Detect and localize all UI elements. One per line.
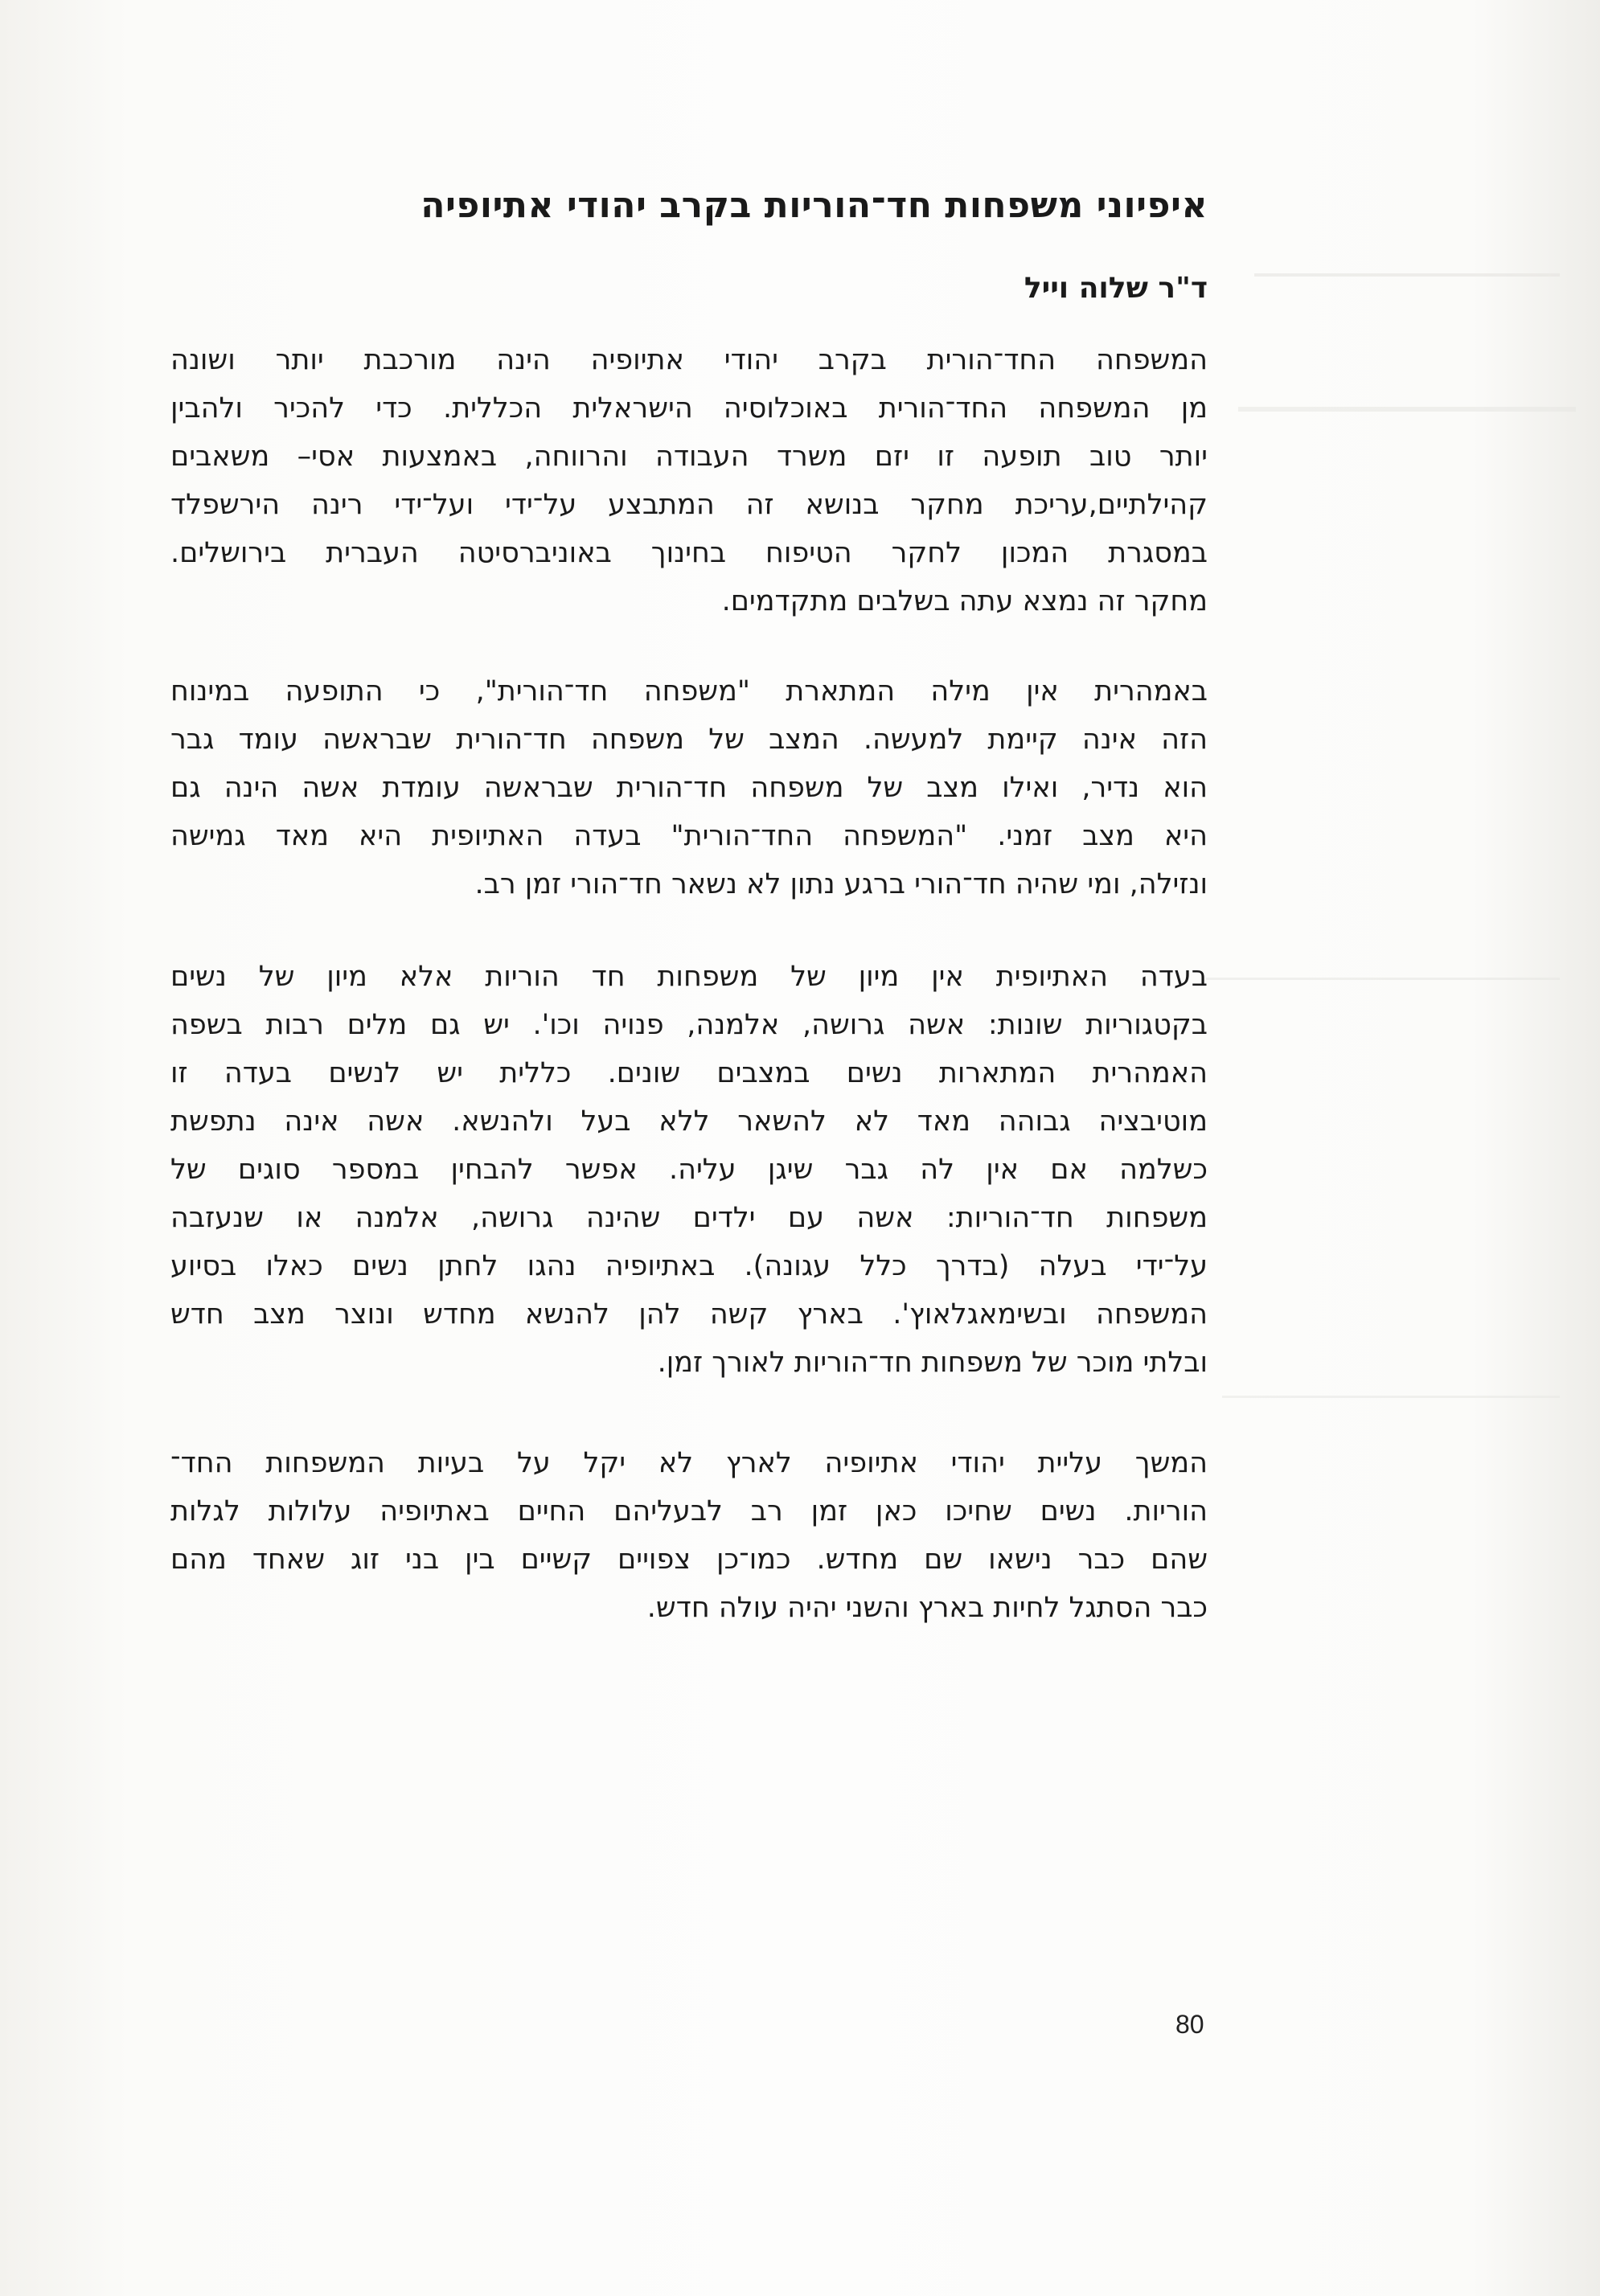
paragraph-3: [170, 953, 1208, 1387]
paragraph-2: [170, 667, 1208, 908]
article-title: איפיוני משפחות חד־הוריות בקרב יהודי אתיופיה: [421, 185, 1208, 226]
paragraph-line: מוטיבציה גבוהה מאד לא להשאר ללא בעל ולהנשא. אשה אינה נתפשת: [170, 1105, 1208, 1138]
paragraph-line: במסגרת המכון לחקר הטיפוח בחינוך באוניברסיטה העברית בירושלים.: [170, 537, 1208, 569]
paragraph-line: באמהרית אין מילה המתארת "משפחה חד־הורית", כי התופעה במינוח: [170, 675, 1208, 707]
bleed-through-decoration: [1222, 1367, 1560, 1398]
paragraph-line: על־ידי בעלה (בדרך כלל עגונה). באתיופיה נהגו לחתן נשים כאלו בסיוע: [170, 1250, 1208, 1282]
paragraph-line: ונזילה, ומי שהיה חד־הורי ברגע נתון לא נשאר חד־הורי זמן רב.: [474, 868, 1208, 900]
paragraph-4: [170, 1439, 1208, 1632]
bleed-through-decoration: [1254, 241, 1560, 277]
paragraph-line: מחקר זה נמצא עתה בשלבים מתקדמים.: [721, 585, 1208, 617]
paragraph-line: משפחות חד־הוריות: אשה עם ילדים שהינה גרושה, אלמנה או שנעזבה: [170, 1202, 1208, 1234]
paragraph-line: היא מצב זמני. "המשפחה החד־הורית" בעדה האתיופית היא מאד גמישה: [170, 820, 1208, 852]
bleed-through-decoration: [1206, 949, 1560, 980]
paragraph-line: המשפחה החד־הורית בקרב יהודי אתיופיה הינה מורכבת יותר ושונה: [170, 344, 1208, 376]
paragraph-line: הוריות. נשים שחיכו כאן זמן רב לבעליהם החיים באתיופיה עלולות לגלות: [170, 1495, 1208, 1527]
paragraph-line: קהילתיים,עריכת מחקר בנושא זה המתבצע על־ידי ועל־ידי רינה הירשפלד: [170, 489, 1208, 521]
paragraph-line: בעדה האתיופית אין מיון של משפחות חד הוריות אלא מיון של נשים: [170, 961, 1208, 993]
paragraph-1: [170, 336, 1208, 625]
paragraph-line: שהם כבר נישאו שם מחדש. כמו־כן צפויים קשיים בין בני זוג שאחד מהם: [170, 1544, 1208, 1576]
bleed-through-decoration: [1238, 370, 1576, 412]
paragraph-line: האמהרית המתארות נשים במצבים שונים. כללית יש לנשים בעדה זו: [170, 1057, 1208, 1089]
paragraph-line: הזה אינה קיימת למעשה. המצב של משפחה חד־הורית שבראשה עומד גבר: [170, 724, 1208, 756]
paragraph-line: המשך עליית יהודי אתיופיה לארץ לא יקל על בעיות המשפחות החד־: [170, 1447, 1208, 1479]
paragraph-line: ובלתי מוכר של משפחות חד־הוריות לאורך זמן.: [657, 1347, 1208, 1379]
paragraph-line: המשפחה ובשימאגלאוץ'. בארץ קשה להן להנשא מחדש ונוצר מצב חדש: [170, 1298, 1208, 1330]
page-number: 80: [1175, 2010, 1204, 2039]
paragraph-line: בקטגוריות שונות: אשה גרושה, אלמנה, פנויה וכו'. יש גם מלים רבות בשפה: [170, 1009, 1208, 1041]
paragraph-line: כבר הסתגל לחיות בארץ והשני יהיה עולה חדש.: [646, 1592, 1208, 1624]
article-author: ד"ר שלוה וייל: [1024, 272, 1208, 305]
paragraph-line: מן המשפחה החד־הורית באוכלוסיה הישראלית הכללית. כדי להכיר ולהבין: [170, 392, 1208, 424]
paragraph-line: יותר טוב תופעה זו יזם משרד העבודה והרווחה, באמצעות אסי– משאבים: [170, 441, 1208, 473]
paragraph-line: כשלמה אם אין לה גבר שיגן עליה. אפשר להבחין במספר סוגים של: [170, 1154, 1208, 1186]
paragraph-line: הוא נדיר, ואילו מצב של משפחה חד־הורית שבראשה עומדת אשה הינה גם: [170, 772, 1208, 804]
